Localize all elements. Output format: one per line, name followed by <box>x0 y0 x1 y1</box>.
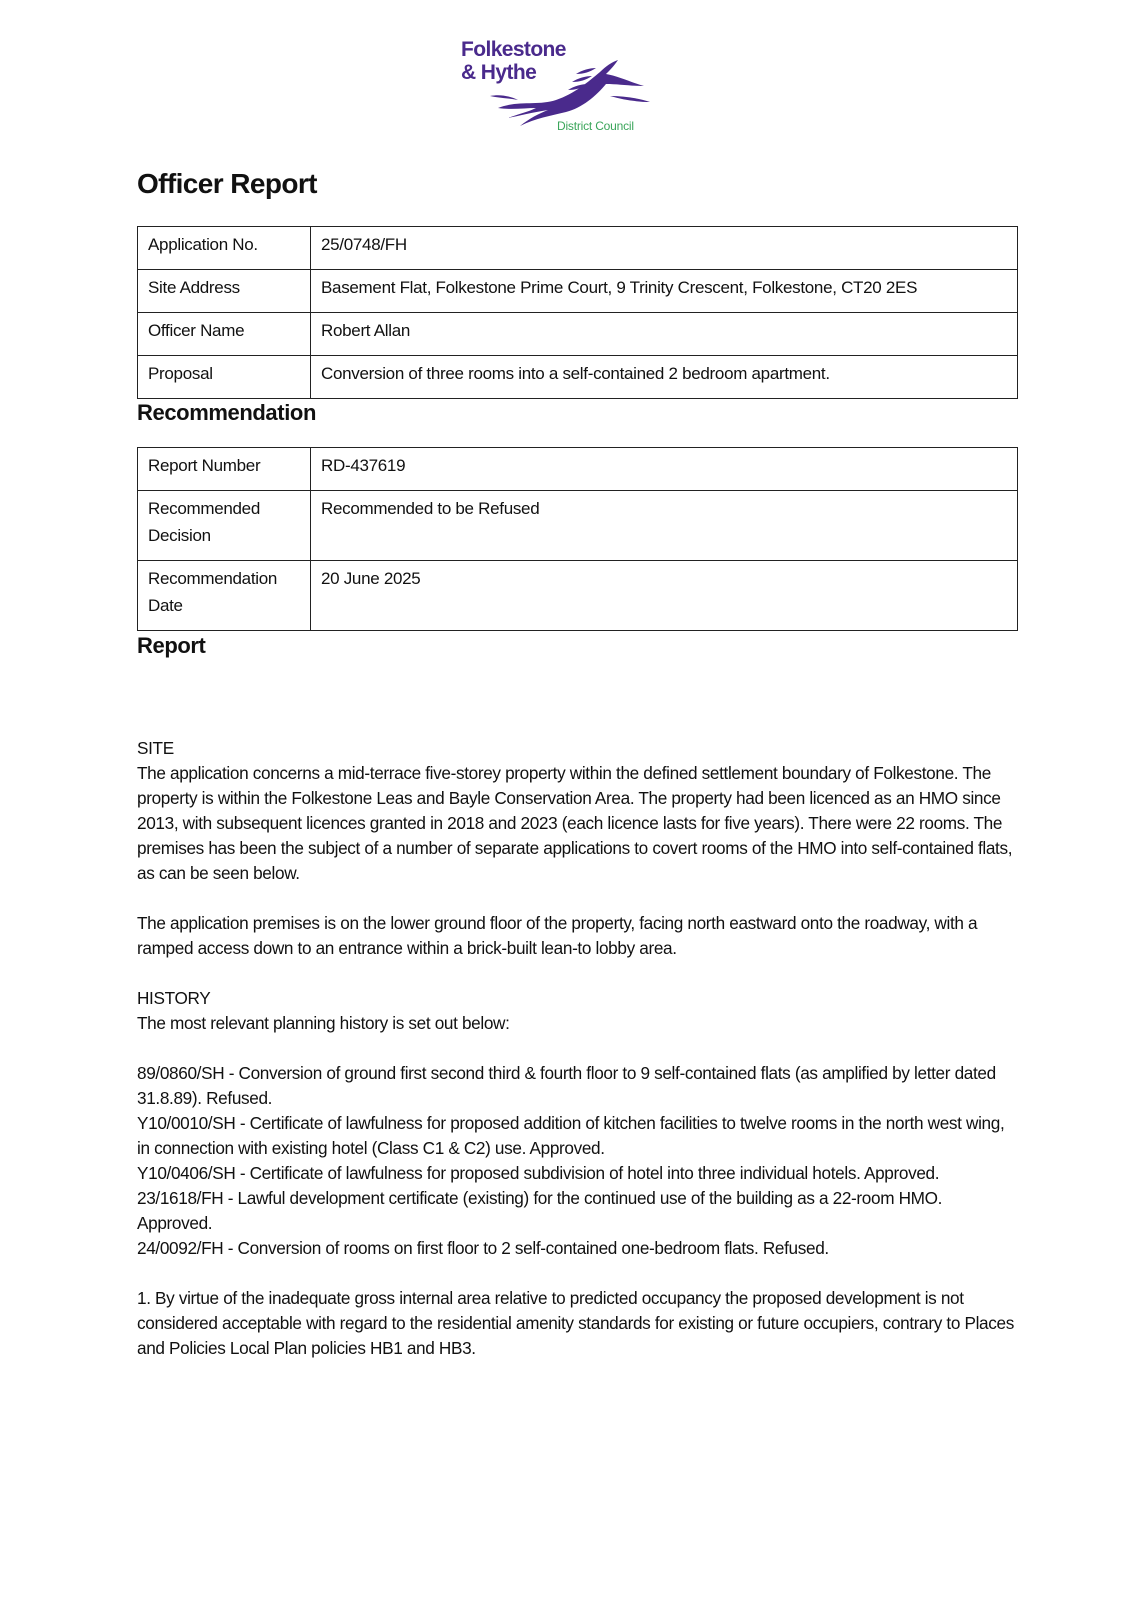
history-item: 89/0860/SH - Conversion of ground first second third & fourth floor to 9 self-contained flats (as amplified by letter dated 31.8.89). Refused. <box>137 1063 996 1108</box>
row-value: Conversion of three rooms into a self-contained 2 bedroom apartment. <box>311 356 1018 399</box>
history-intro: The most relevant planning history is set out below: <box>137 1013 510 1033</box>
table-row <box>138 270 1018 313</box>
row-label: Recommended Decision <box>138 491 311 561</box>
table-row <box>138 313 1018 356</box>
table-row <box>138 561 1018 631</box>
table-row <box>138 227 1018 270</box>
row-value: 20 June 2025 <box>311 561 1018 631</box>
row-label: Officer Name <box>138 313 311 356</box>
row-value: 25/0748/FH <box>311 227 1018 270</box>
spacer <box>137 1261 1017 1286</box>
row-value: Basement Flat, Folkestone Prime Court, 9 Trinity Crescent, Folkestone, CT20 2ES <box>311 270 1018 313</box>
logo-subtitle: District Council <box>557 119 634 133</box>
history-heading: HISTORY <box>137 988 211 1008</box>
row-value: Recommended to be Refused <box>311 491 1018 561</box>
site-paragraph: The application premises is on the lower ground floor of the property, facing north eastward onto the roadway, with a ramped access down to an entrance within a brick-built lean-to lobby area. <box>137 913 978 958</box>
report-heading: Report <box>137 633 206 658</box>
row-label: Application No. <box>138 227 311 270</box>
application-details-table <box>137 226 1018 399</box>
row-label: Proposal <box>138 356 311 399</box>
row-label: Recommendation Date <box>138 561 311 631</box>
table-row <box>138 448 1018 491</box>
spacer <box>137 1036 1017 1061</box>
history-item: Y10/0010/SH - Certificate of lawfulness for proposed addition of kitchen facilities to twelve rooms in the north west wing, in connection with existing hotel (Class C1 & C2) use. Approved. <box>137 1113 1005 1158</box>
site-paragraph: The application concerns a mid-terrace five-storey property within the defined settlement boundary of Folkestone. The property is within the Folkestone Leas and Bayle Conservation Area. The property had been licenced as an HMO since 2013, with subsequent licences granted in 2018 and 2023 (each licence lasts for five years). There were 22 rooms. The premises has been the subject of a number of separate applications to covert rooms of the HMO into self-contained flats, as can be seen below. <box>137 763 1013 883</box>
row-value: RD-437619 <box>311 448 1018 491</box>
report-body <box>137 736 1017 1361</box>
spacer <box>137 886 1017 911</box>
table-row <box>138 491 1018 561</box>
history-item: Y10/0406/SH - Certificate of lawfulness for proposed subdivision of hotel into three individual hotels. Approved. <box>137 1163 940 1183</box>
recommendation-heading: Recommendation <box>137 400 316 425</box>
site-heading: SITE <box>137 738 174 758</box>
recommendation-table <box>137 447 1018 631</box>
history-item: 24/0092/FH - Conversion of rooms on first floor to 2 self-contained one-bedroom flats. Refused. <box>137 1238 829 1258</box>
history-item: 23/1618/FH - Lawful development certificate (existing) for the continued use of the building as a 22-room HMO. Approved. <box>137 1188 943 1233</box>
spacer <box>137 961 1017 986</box>
row-value: Robert Allan <box>311 313 1018 356</box>
row-label: Site Address <box>138 270 311 313</box>
refusal-reason: 1. By virtue of the inadequate gross internal area relative to predicted occupancy the proposed development is not considered acceptable with regard to the residential amenity standards for existing or future occupiers, contrary to Places and Policies Local Plan policies HB1 and HB3. <box>137 1288 1014 1358</box>
logo-wordmark: Folkestone & Hythe <box>461 38 566 84</box>
page-title: Officer Report <box>137 168 317 199</box>
council-logo <box>458 36 658 140</box>
row-label: Report Number <box>138 448 311 491</box>
table-row <box>138 356 1018 399</box>
